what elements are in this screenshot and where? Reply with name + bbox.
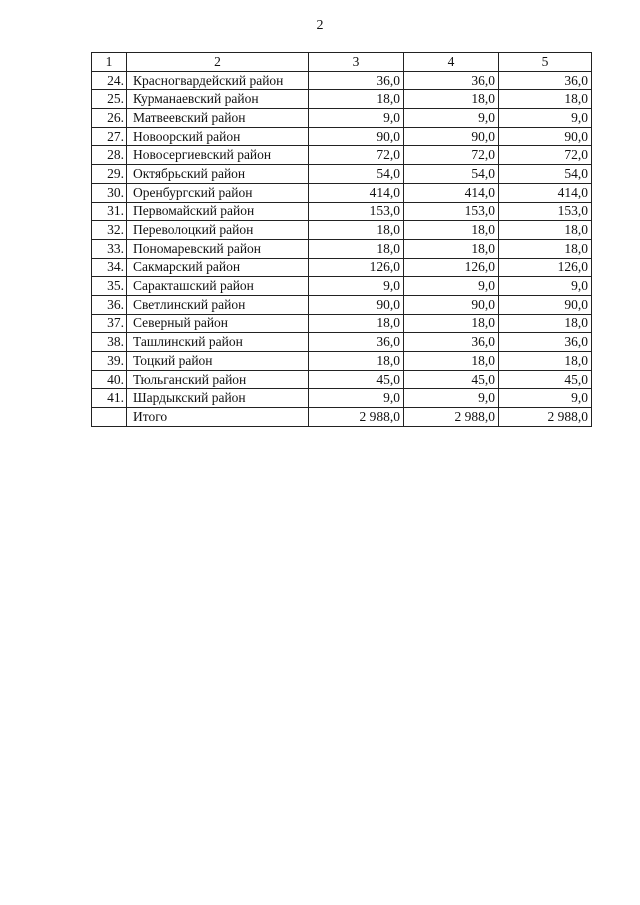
district-name: Сакмарский район	[127, 258, 309, 277]
value-col-3: 9,0	[309, 389, 404, 408]
value-col-3: 36,0	[309, 71, 404, 90]
value-col-5: 18,0	[499, 239, 592, 258]
table-row	[92, 165, 592, 184]
row-index: 30.	[92, 183, 127, 202]
row-index: 39.	[92, 352, 127, 371]
row-index: 26.	[92, 109, 127, 128]
district-name: Пономаревский район	[127, 239, 309, 258]
table-body	[92, 71, 592, 407]
row-index: 38.	[92, 333, 127, 352]
table-footer	[92, 408, 592, 427]
value-col-3: 36,0	[309, 333, 404, 352]
value-col-4: 18,0	[404, 314, 499, 333]
value-col-5: 18,0	[499, 352, 592, 371]
row-index: 40.	[92, 370, 127, 389]
header-col-3: 3	[309, 53, 404, 72]
table-row	[92, 277, 592, 296]
district-name: Переволоцкий район	[127, 221, 309, 240]
value-col-4: 18,0	[404, 352, 499, 371]
value-col-3: 18,0	[309, 90, 404, 109]
value-col-5: 18,0	[499, 90, 592, 109]
value-col-5: 9,0	[499, 277, 592, 296]
value-col-5: 72,0	[499, 146, 592, 165]
value-col-4: 414,0	[404, 183, 499, 202]
district-name: Новоорский район	[127, 127, 309, 146]
table-row	[92, 389, 592, 408]
district-name: Октябрьский район	[127, 165, 309, 184]
total-col-5: 2 988,0	[499, 408, 592, 427]
value-col-3: 54,0	[309, 165, 404, 184]
value-col-5: 9,0	[499, 109, 592, 128]
value-col-5: 126,0	[499, 258, 592, 277]
value-col-3: 45,0	[309, 370, 404, 389]
value-col-5: 414,0	[499, 183, 592, 202]
header-col-5: 5	[499, 53, 592, 72]
value-col-4: 9,0	[404, 277, 499, 296]
table-row	[92, 239, 592, 258]
value-col-5: 153,0	[499, 202, 592, 221]
value-col-5: 36,0	[499, 333, 592, 352]
table-row	[92, 314, 592, 333]
total-label: Итого	[127, 408, 309, 427]
district-name: Ташлинский район	[127, 333, 309, 352]
row-index: 37.	[92, 314, 127, 333]
row-index: 28.	[92, 146, 127, 165]
table-row	[92, 202, 592, 221]
row-index: 24.	[92, 71, 127, 90]
value-col-4: 54,0	[404, 165, 499, 184]
value-col-4: 9,0	[404, 109, 499, 128]
table-row	[92, 221, 592, 240]
value-col-3: 90,0	[309, 127, 404, 146]
district-name: Шардыкский район	[127, 389, 309, 408]
value-col-3: 72,0	[309, 146, 404, 165]
row-index: 32.	[92, 221, 127, 240]
total-index	[92, 408, 127, 427]
value-col-4: 18,0	[404, 221, 499, 240]
table-row	[92, 258, 592, 277]
row-index: 36.	[92, 295, 127, 314]
district-name: Курманаевский район	[127, 90, 309, 109]
value-col-4: 45,0	[404, 370, 499, 389]
total-col-4: 2 988,0	[404, 408, 499, 427]
district-name: Саракташский район	[127, 277, 309, 296]
header-col-2: 2	[127, 53, 309, 72]
value-col-3: 90,0	[309, 295, 404, 314]
row-index: 35.	[92, 277, 127, 296]
value-col-5: 45,0	[499, 370, 592, 389]
total-row	[92, 408, 592, 427]
page-number: 2	[316, 18, 324, 33]
value-col-3: 9,0	[309, 109, 404, 128]
value-col-4: 90,0	[404, 295, 499, 314]
value-col-3: 126,0	[309, 258, 404, 277]
row-index: 31.	[92, 202, 127, 221]
value-col-5: 54,0	[499, 165, 592, 184]
table-row	[92, 352, 592, 371]
header-col-1: 1	[92, 53, 127, 72]
table-row	[92, 183, 592, 202]
value-col-4: 9,0	[404, 389, 499, 408]
district-name: Первомайский район	[127, 202, 309, 221]
table-row	[92, 109, 592, 128]
row-index: 33.	[92, 239, 127, 258]
value-col-5: 90,0	[499, 295, 592, 314]
value-col-4: 36,0	[404, 71, 499, 90]
value-col-5: 18,0	[499, 221, 592, 240]
district-name: Тюльганский район	[127, 370, 309, 389]
value-col-4: 18,0	[404, 239, 499, 258]
district-name: Тоцкий район	[127, 352, 309, 371]
value-col-4: 126,0	[404, 258, 499, 277]
value-col-5: 90,0	[499, 127, 592, 146]
value-col-3: 414,0	[309, 183, 404, 202]
district-name: Новосергиевский район	[127, 146, 309, 165]
table-row	[92, 127, 592, 146]
district-name: Светлинский район	[127, 295, 309, 314]
district-name: Северный район	[127, 314, 309, 333]
total-col-3: 2 988,0	[309, 408, 404, 427]
table-row	[92, 333, 592, 352]
value-col-3: 18,0	[309, 239, 404, 258]
district-name: Красногвардейский район	[127, 71, 309, 90]
row-index: 29.	[92, 165, 127, 184]
row-index: 41.	[92, 389, 127, 408]
value-col-4: 18,0	[404, 90, 499, 109]
allocation-table	[91, 52, 592, 427]
row-index: 27.	[92, 127, 127, 146]
district-name: Матвеевский район	[127, 109, 309, 128]
value-col-3: 18,0	[309, 221, 404, 240]
value-col-3: 18,0	[309, 314, 404, 333]
value-col-4: 153,0	[404, 202, 499, 221]
value-col-4: 72,0	[404, 146, 499, 165]
value-col-3: 153,0	[309, 202, 404, 221]
value-col-5: 18,0	[499, 314, 592, 333]
value-col-5: 9,0	[499, 389, 592, 408]
table-row	[92, 90, 592, 109]
value-col-4: 90,0	[404, 127, 499, 146]
header-row	[92, 53, 592, 72]
row-index: 25.	[92, 90, 127, 109]
value-col-3: 9,0	[309, 277, 404, 296]
value-col-3: 18,0	[309, 352, 404, 371]
district-name: Оренбургский район	[127, 183, 309, 202]
table-header	[92, 53, 592, 72]
row-index: 34.	[92, 258, 127, 277]
table-row	[92, 71, 592, 90]
table-row	[92, 146, 592, 165]
value-col-4: 36,0	[404, 333, 499, 352]
table-row	[92, 370, 592, 389]
table-row	[92, 295, 592, 314]
header-col-4: 4	[404, 53, 499, 72]
value-col-5: 36,0	[499, 71, 592, 90]
